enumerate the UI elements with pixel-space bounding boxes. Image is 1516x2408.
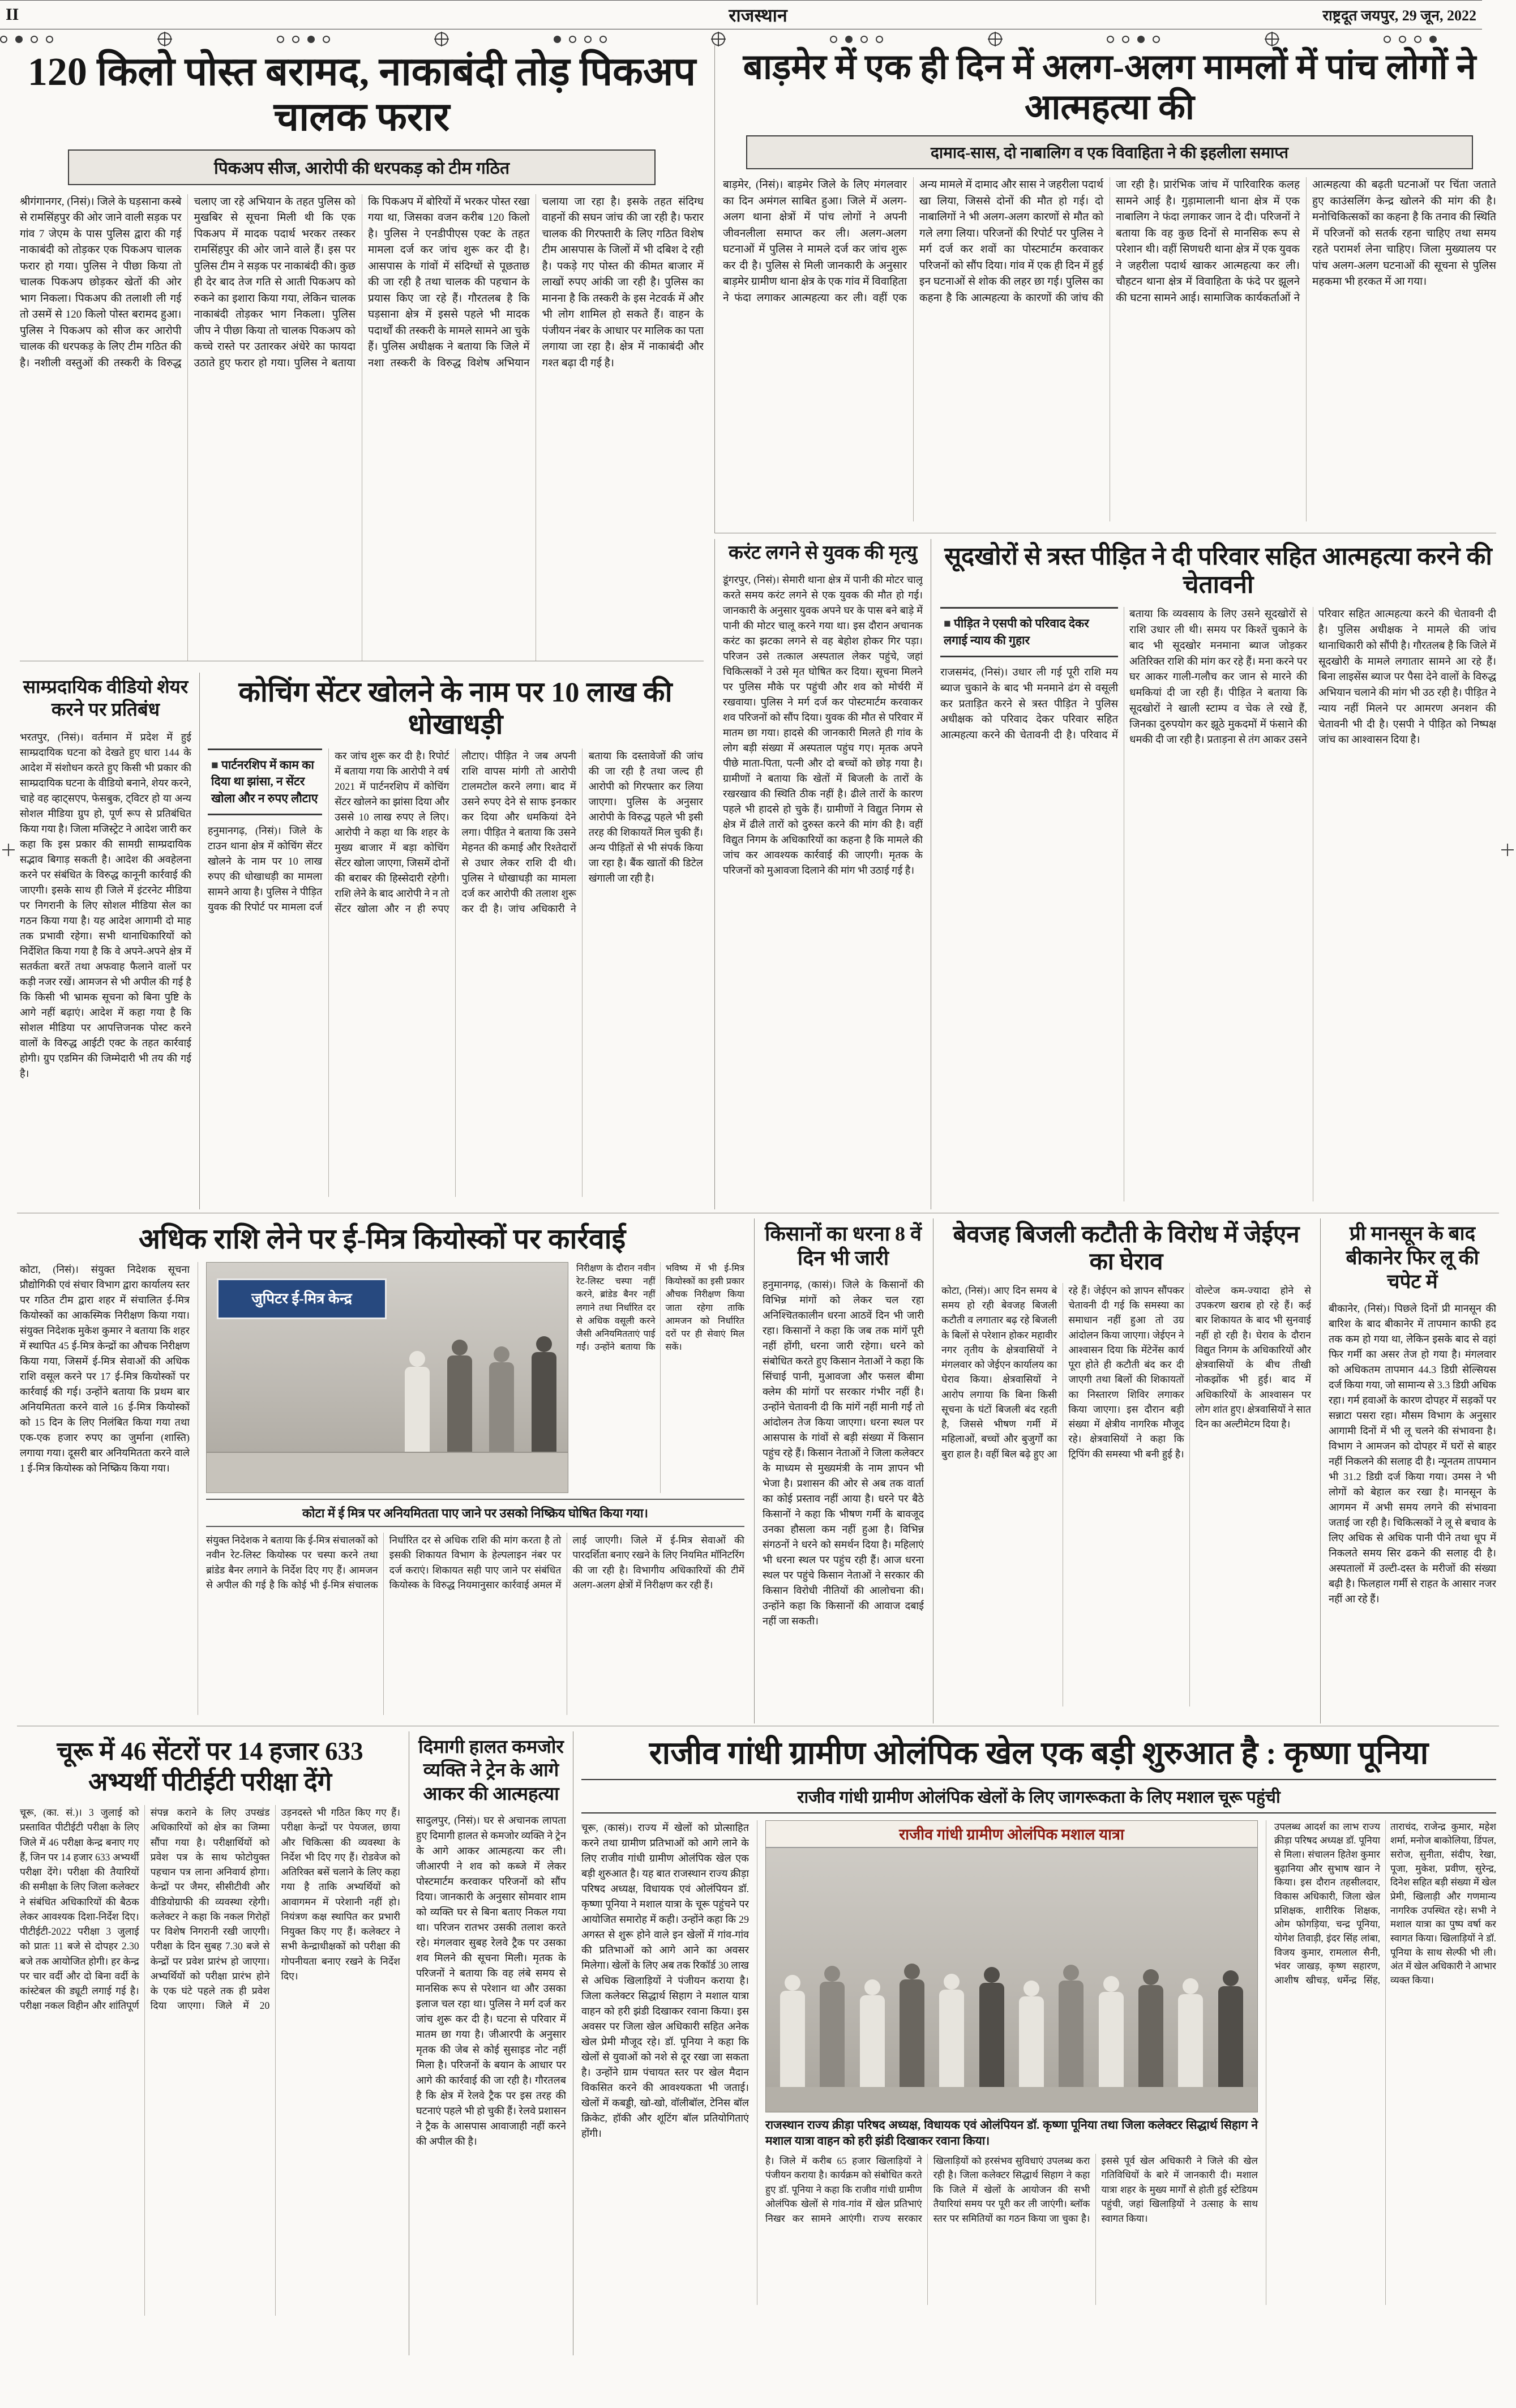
headline-rural-olympics: राजीव गांधी ग्रामीण ओलंपिक खेल एक बड़ी शुरुआत है : कृष्णा पूनिया <box>649 1736 1429 1771</box>
headline-barmer-suicides: बाड़मेर में एक ही दिन में अलग-अलग मामलों में पांच लोगों ने आत्महत्या की <box>743 48 1476 127</box>
article-body: हनुमानगढ़, (कासं)। जिले के किसानों की विभिन्न मांगों को लेकर चल रहा अनिश्चितकालीन धरना आठवें दिन भी जारी रहा। किसानों ने कहा कि जब तक मांगें पूरी नहीं होंगी, धरना जारी रहेगा। धरने को संबोधित करते हुए किसान नेताओं ने कहा कि सिंचाई पानी, मुआवजा और फसल बीमा क्लेम की मांगों पर सरकार गंभीर नहीं है। उन्होंने चेतावनी दी कि मांगें नहीं मानी गईं तो आंदोलन तेज किया जाएगा। धरना स्थल पर आसपास के गांवों से बड़ी संख्या में किसान पहुंच रहे हैं। किसान नेताओं ने जिला कलेक्टर के माध्यम से मुख्यमंत्री के नाम ज्ञापन भी भेजा है। प्रशासन की ओर से अब तक वार्ता का कोई प्रस्ताव नहीं आया है। धरने पर बैठे किसानों ने कहा कि भीषण गर्मी के बावजूद उनका हौसला कम नहीं हुआ है। विभिन्न संगठनों ने धरने को समर्थन दिया है। महिलाएं भी धरना स्थल पर पहुंच रही हैं। आज धरना स्थल पर पहुंचे किसान नेताओं ने सरकार की किसान विरोधी नीतियों की आलोचना की। उन्होंने कहा कि किसानों की आवाज दबाई नहीं जा सकती। <box>763 1279 924 1627</box>
article-text: राजसमंद, (निसं)। उधार ली गई पूरी राशि मय ब्याज चुकाने के बाद भी मनमाने ढंग से वसूली कर प्रताड़ित करने से त्रस्त पीड़ित ने पुलिस अधीक्षक को परिवाद देकर परिवार सहित आत्महत्या करने की चेतावनी दी है। परिवाद में बताया कि व्यवसाय के लिए उसने सूदखोरों से राशि उधार ली थी। समय पर किश्तें चुकाने के बाद भी सूदखोर मनमाना ब्याज जोड़कर अतिरिक्त राशि की मांग कर रहे हैं। मना करने पर घर आकर गाली-गलौच कर जान से मारने की धमकियां दी जा रही हैं। पीड़ित ने बताया कि सूदखोरों ने खाली स्टाम्प व चेक ले रखे हैं, जिनका दुरुपयोग कर झूठे मुकदमों में फंसाने की धमकी दी जा रही है। प्रताड़ना से तंग आकर उसने परिवार सहित आत्महत्या करने की चेतावनी दी है। पुलिस अधीक्षक ने मामले की जांच थानाधिकारी को सौंपी है। गौरतलब है कि जिले में सूदखोरी के मामले लगातार सामने आ रहे हैं। बिना लाइसेंस ब्याज पर पैसा देने वालों के विरुद्ध अभियान चलाने की मांग भी उठ रही है। पीड़ित ने न्याय नहीं मिलने पर आमरण अनशन की चेतावनी भी दी है। एसपी ने पीड़ित को निष्पक्ष जांच का आश्वासन दिया है। <box>940 609 1496 746</box>
article-body: बीकानेर, (निसं)। पिछले दिनों प्री मानसून की बारिश के बाद बीकानेर में तापमान काफी हद तक कम हो गया था, लेकिन इसके बाद से वहां फिर गर्मी का असर तेज हो गया है। मंगलवार को अधिकतम तापमान 44.3 डिग्री सेल्सियस दर्ज किया गया, जो सामान्य से 3.3 डिग्री अधिक रहा। गर्म हवाओं के कारण दोपहर में सड़कों पर सन्नाटा पसरा रहा। मौसम विभाग के अनुसार आगामी दिनों में भी लू चलने की संभावना है। विभाग ने आमजन को दोपहर में घरों से बाहर नहीं निकलने की सलाह दी है। न्यूनतम तापमान भी 31.2 डिग्री दर्ज किया गया। उमस ने भी लोगों को बेहाल कर रखा है। मानसून के आगमन में अभी समय लगने की संभावना जताई जा रही है। चिकित्सकों ने लू से बचाव के लिए अधिक से अधिक पानी पीने तथा धूप में निकलते समय सिर ढकने की सलाह दी है। अस्पतालों में उल्टी-दस्त के मरीजों की संख्या बढ़ी है। फिलहाल गर्मी से राहत के आसार नजर नहीं आ रहे हैं। <box>1329 1303 1496 1605</box>
article-emitra-action <box>20 1218 744 1723</box>
article-power-cut-protest <box>933 1218 1311 1723</box>
dot-group <box>554 36 607 43</box>
article-coaching-fraud <box>199 673 703 1209</box>
article-body: भरतपुर, (निसं)। वर्तमान में प्रदेश में हुई साम्प्रदायिक घटना को देखते हुए धारा 144 के आदेश में संशोधन करते हुए किसी भी प्रकार की साम्प्रदायिक घटना के वीडियो बनाने, शेयर करने, चाहे वह व्हाट्सएप, फेसबुक, ट्विटर हो या अन्य सोशल मीडिया ग्रुप हो, पूर्ण रूप से प्रतिबंधित किया गया है। जिला मजिस्ट्रेट ने आदेश जारी कर कहा कि इस प्रकार की सामग्री साम्प्रदायिक सद्भाव बिगाड़ सकती है। आदेश की अवहेलना करने पर संबंधित के विरुद्ध कानूनी कार्रवाई की जाएगी। इसके साथ ही जिले में इंटरनेट मीडिया पर निगरानी के लिए सोशल मीडिया सेल का गठन किया गया है। यह आदेश आगामी दो माह तक प्रभावी रहेगा। सभी थानाधिकारियों को निर्देशित किया गया है कि वे अपने-अपने क्षेत्र में सतर्कता बरतें तथा अफवाह फैलाने वालों पर कड़ी नजर रखें। आमजन से भी अपील की गई है कि किसी भी भ्रामक सूचना को बिना पुष्टि के आगे नहीं बढ़ाएं। आदेश में कहा गया है कि सोशल मीडिया पर आपत्तिजनक पोस्ट करने वालों के विरुद्ध आईटी एक्ट के तहत कार्रवाई होगी। ग्रुप एडमिन की जिम्मेदारी भी तय की गई है। <box>20 731 191 1079</box>
subheadline-barmer-suicides: दामाद-सास, दो नाबालिग व एक विवाहिता ने की इहलीला समाप्त <box>746 135 1473 169</box>
photo-people <box>773 1979 1251 2087</box>
person-figure <box>1099 1992 1124 2087</box>
article-body-left: चूरू, (कासं)। राज्य में खेलों को प्रोत्साहित करने तथा ग्रामीण प्रतिभाओं को आगे लाने के लिए राजीव गांधी ग्रामीण ओलंपिक खेल एक बड़ी शुरुआत है। यह बात राजस्थान राज्य क्रीड़ा परिषद अध्यक्ष, विधायक एवं ओलंपियन डॉ. कृष्णा पूनिया ने मशाल यात्रा के चूरू पहुंचने पर आयोजित समारोह में कही। उन्होंने कहा कि 29 अगस्त से शुरू होने वाले इन खेलों में गांव-गांव की प्रतिभाओं को आगे आने का अवसर मिलेगा। खेलों के लिए अब तक रिकॉर्ड 30 लाख से अधिक खिलाड़ियों ने पंजीयन कराया है। जिला कलेक्टर सिद्धार्थ सिहाग ने मशाल यात्रा वाहन को हरी झंडी दिखाकर रवाना किया। इस अवसर पर जिला खेल अधिकारी सहित अनेक खेल प्रेमी मौजूद रहे। डॉ. पूनिया ने कहा कि खेलों से युवाओं को नशे से दूर रखा जा सकता है। उन्होंने ग्राम पंचायत स्तर पर खेल मैदान विकसित करने की आवश्यकता भी जताई। खेलों में कबड्डी, खो-खो, वॉलीबॉल, टेनिस बॉल क्रिकेट, हॉकी और शूटिंग बॉल प्रतियोगिताएं होंगी। <box>581 1821 749 2139</box>
article-electrocution <box>714 539 923 1209</box>
article-video-ban <box>20 673 191 1209</box>
article-body-left: कोटा, (निसं)। संयुक्त निदेशक सूचना प्रौद्योगिकी एवं संचार विभाग द्वारा कार्यालय स्तर पर गठित टीम द्वारा शहर में संचालित ई-मित्र कियोस्कों का आकस्मिक निरीक्षण किया गया। संयुक्त निदेशक मुकेश कुमार ने बताया कि शहर में स्थापित 45 ई-मित्र केन्द्रों का औचक निरीक्षण किया गया, जिसमें ई-मित्र सेवाओं की अधिक राशि वसूल करने पर 17 ई-मित्र कियोस्कों पर कार्रवाई की गई। उन्होंने बताया कि प्रथम बार अनियमितता करने वाले 16 ई-मित्र कियोस्कों को 15 दिन के लिए निलंबित किया गया तथा एक-एक हजार रुपए का जुर्माना (शास्ति) लगाया गया। दूसरी बार अनियमितता करने वाले 1 ई-मित्र कियोस्क को निष्क्रिय किया गया। <box>20 1264 190 1474</box>
photo-ground <box>766 2087 1257 2112</box>
headline-train-suicide: दिमागी हालत कमजोर व्यक्ति ने ट्रेन के आगे आकर की आत्महत्या <box>418 1737 564 1804</box>
article-body <box>208 749 703 1197</box>
article-body: डूंगरपुर, (निसं)। सेमारी थाना क्षेत्र में पानी की मोटर चालू करते समय करंट लगने से एक युवक की मौत हो गई। जानकारी के अनुसार युवक अपने घर के पास बने बाड़े में पानी की मोटर चालू करने गया था। इस दौरान अचानक करंट का झटका लगने से वह बेहोश होकर गिर पड़ा। परिजन उसे तत्काल अस्पताल लेकर पहुंचे, जहां चिकित्सकों ने उसे मृत घोषित कर दिया। सूचना मिलने पर पुलिस मौके पर पहुंची और शव को मोर्चरी में रखवाया। पुलिस ने मर्ग दर्ज कर पोस्टमार्टम करवाकर शव परिजनों को सौंप दिया। युवक की मौत से परिवार में मातम छा गया। हादसे की जानकारी मिलते ही गांव के लोग बड़ी संख्या में अस्पताल पहुंच गए। मृतक अपने पीछे माता-पिता, पत्नी और दो बच्चों को छोड़ गया है। ग्रामीणों ने बताया कि खेतों में बिजली के तारों के रखरखाव की स्थिति ठीक नहीं है। ढीले तारों के कारण पहले भी हादसे हो चुके हैं। ग्रामीणों ने विद्युत निगम से क्षेत्र में ढीले तारों को दुरुस्त करने की मांग की है। वहीं विद्युत निगम के अधिकारियों का कहना है कि मामले की जांच कर आवश्यक कार्रवाई की जाएगी। मृतक के परिजनों को मुआवजा दिलाने की मांग भी उठाई गई है। <box>723 574 923 876</box>
article-opium-seizure <box>20 45 704 661</box>
registration-target <box>435 32 448 46</box>
emitra-photo-caption: कोटा में ई मित्र पर अनियमितता पाए जाने पर उसको निष्क्रिय घोषित किया गया। <box>206 1499 744 1527</box>
dot-group <box>830 36 883 43</box>
dot-group <box>1384 36 1437 43</box>
article-body: बाड़मेर, (निसं)। बाड़मेर जिले के लिए मंगलवार का दिन अमंगल साबित हुआ। जिले में अलग-अलग थाना क्षेत्रों में पांच लोगों ने अपनी जीवनलीला समाप्त कर ली। अलग-अलग घटनाओं में पुलिस ने मामले दर्ज कर जांच शुरू कर दी है। पुलिस से मिली जानकारी के अनुसार बाड़मेर ग्रामीण थाना क्षेत्र के एक गांव में विवाहिता ने फंदा लगाकर आत्महत्या कर ली। वहीं एक अन्य मामले में दामाद और सास ने जहरीला पदार्थ खा लिया, जिससे दोनों की मौत हो गई। दो नाबालिगों ने भी अलग-अलग कारणों से मौत को गले लगा लिया। परिजनों की रिपोर्ट पर पुलिस ने मर्ग दर्ज कर शवों का पोस्टमार्टम करवाकर परिजनों को सौंप दिया। गांव में एक ही दिन में हुई इन घटनाओं से शोक की लहर छा गई। पुलिस का कहना है कि आत्महत्या के कारणों की जांच की जा रही है। प्रारंभिक जांच में पारिवारिक कलह सामने आई है। गुड़ामालानी थाना क्षेत्र में एक नाबालिग ने फंदा लगाकर जान दे दी। परिजनों ने बताया कि वह कुछ दिनों से मानसिक रूप से परेशान थी। वहीं सिणधरी थाना क्षेत्र में एक युवक ने जहरीला पदार्थ खाकर आत्महत्या कर ली। चौहटन थाना क्षेत्र में विवाहिता के फंदे पर झूलने की घटना सामने आई। सामाजिक कार्यकर्ताओं ने आत्महत्या की बढ़ती घटनाओं पर चिंता जताते हुए काउंसलिंग केन्द्र खोलने की मांग की है। मनोचिकित्सकों का कहना है कि तनाव की स्थिति में परिजनों को सतर्क रहना चाहिए तथा समय रहते परामर्श लेना चाहिए। जिला मुख्यालय पर पांच अलग-अलग घटनाओं की सूचना से पुलिस महकमा भी हरकत में आ गया। <box>723 179 1496 304</box>
subheadline-rural-olympics: राजीव गांधी ग्रामीण ओलंपिक खेलों के लिए जागरूकता के लिए मशाल चूरू पहुंची <box>581 1779 1496 1814</box>
article-body <box>940 607 1496 1201</box>
article-train-suicide <box>409 1731 566 2355</box>
article-text: हनुमानगढ़, (निसं)। जिले के टाउन थाना क्षेत्र में कोचिंग सेंटर खोलने के नाम पर 10 लाख रुपए की धोखाधड़ी का मामला सामने आया है। पुलिस ने पीड़ित युवक की रिपोर्ट पर मामला दर्ज कर जांच शुरू कर दी है। रिपोर्ट में बताया गया कि आरोपी ने वर्ष 2021 में पार्टनरशिप में कोचिंग सेंटर खोलने का झांसा दिया और उससे 10 लाख रुपए ले लिए। आरोपी ने कहा था कि शहर के मुख्य बाजार में बड़ा कोचिंग सेंटर खोला जाएगा, जिसमें दोनों की बराबर की हिस्सेदारी रहेगी। राशि लेने के बाद आरोपी ने न तो सेंटर खोला और न ही रुपए लौटाए। पीड़ित ने जब अपनी राशि वापस मांगी तो आरोपी टालमटोल करने लगा। बाद में उसने रुपए देने से साफ इनकार कर दिया और धमकियां देने लगा। पीड़ित ने बताया कि उसने मेहनत की कमाई और रिश्तेदारों से उधार लेकर राशि दी थी। पुलिस ने धोखाधड़ी का मामला दर्ज कर आरोपी की तलाश शुरू कर दी है। जांच अधिकारी ने बताया कि दस्तावेजों की जांच की जा रही है तथा जल्द ही आरोपी को गिरफ्तार कर लिया जाएगा। पुलिस के अनुसार आरोपी के विरुद्ध पहले भी इसी तरह की शिकायतें मिल चुकी हैं। अन्य पीड़ितों से भी संपर्क किया जा रहा है। बैंक खातों की डिटेल खंगाली जा रही है। <box>208 750 703 914</box>
article-body: कोटा, (निसं)। आए दिन समय बे समय हो रही बेवजह बिजली कटौती व लगातार बढ़ रहे बिजली के बिलों से परेशान होकर महावीर नगर तृतीय के क्षेत्रवासियों ने मंगलवार को जेईएन कार्यालय का घेराव किया। क्षेत्रवासियों ने आरोप लगाया कि बिना किसी सूचना के घंटों बिजली बंद रहती है, जिससे भीषण गर्मी में महिलाओं, बच्चों और बुजुर्गों का बुरा हाल है। वहीं बिल बढ़े हुए आ रहे हैं। जेईएन को ज्ञापन सौंपकर चेतावनी दी गई कि समस्या का समाधान नहीं हुआ तो उग्र आंदोलन किया जाएगा। जेईएन ने आश्वासन दिया कि मेंटेनेंस कार्य पूरा होते ही कटौती बंद कर दी जाएगी तथा बिलों की शिकायतों का निस्तारण शिविर लगाकर किया जाएगा। इस दौरान बड़ी संख्या में क्षेत्रीय नागरिक मौजूद रहे। क्षेत्रवासियों ने कहा कि ट्रिपिंग की समस्या भी बनी हुई है। वोल्टेज कम-ज्यादा होने से उपकरण खराब हो रहे हैं। कई बार शिकायत के बाद भी सुनवाई नहीं हो रही है। घेराव के दौरान विद्युत निगम के अधिकारियों और क्षेत्रवासियों के बीच तीखी नोकझोंक भी हुई। बाद में अधिकारियों के आश्वासन पर लोग शांत हुए। क्षेत्रवासियों ने सात दिन का अल्टीमेटम दिया है। <box>941 1284 1311 1460</box>
person-figure <box>1059 1981 1084 2087</box>
article-body-bottom: है। जिले में करीब 65 हजार खिलाड़ियों ने पंजीयन कराया है। कार्यक्रम को संबोधित करते हुए डॉ. पूनिया ने कहा कि राजीव गांधी ग्रामीण ओलंपिक खेलों से गांव-गांव में खेल प्रतिभाएं निखर कर सामने आएंगी। राज्य सरकार खिलाड़ियों को हरसंभव सुविधाएं उपलब्ध करा रही है। जिला कलेक्टर सिद्धार्थ सिहाग ने कहा कि जिले में खेलों के आयोजन की सभी तैयारियां समय पर पूरी कर ली जाएंगी। ब्लॉक स्तर पर समितियों का गठन किया जा चुका है। इससे पूर्व खेल अधिकारी ने जिले की खेल गतिविधियों के बारे में जानकारी दी। मशाल यात्रा शहर के मुख्य मार्गों से होती हुई स्टेडियम पहुंची, जहां खिलाड़ियों ने उत्साह के साथ स्वागत किया। <box>765 2155 1258 2224</box>
torch-rally-banner: राजीव गांधी ग्रामीण ओलंपिक मशाल यात्रा <box>766 1821 1257 1848</box>
headline-bikaner-heatwave: प्री मानसून के बाद बीकानेर फिर लू की चपेट में <box>1346 1222 1479 1293</box>
torch-rally-photo <box>765 1820 1258 2112</box>
emitra-kiosk-photo <box>206 1262 568 1493</box>
article-body-beside-photo: निरीक्षण के दौरान नवीन रेट-लिस्ट चस्पा नहीं करने, ब्रांडेड बैनर नहीं लगाने तथा निर्धारित दर से अधिक वसूली करने जैसी अनियमितताएं पाई गईं। उन्होंने बताया कि भविष्य में भी ई-मित्र कियोस्कों का इसी प्रकार औचक निरीक्षण किया जाता रहेगा ताकि आमजन को निर्धारित दरों पर ही सेवाएं मिल सकें। <box>576 1264 744 1353</box>
kiosk-counter <box>207 1452 568 1492</box>
person-figure <box>780 1991 805 2087</box>
person-figure <box>860 1995 885 2087</box>
article-moneylender-threat <box>931 539 1496 1209</box>
dot-group <box>1107 36 1160 43</box>
pullquote-partnership-fraud: ■ पार्टनरशिप में काम का दिया था झांसा, न सेंटर खोला और न रुपए लौटाए <box>208 749 322 815</box>
masthead-edition-date: राष्ट्रदूत जयपुर, 29 जून, 2022 <box>1322 7 1476 24</box>
person-figure <box>820 1982 845 2087</box>
headline-electrocution: करंट लगने से युवक की मृत्यु <box>728 542 918 563</box>
person-figure <box>489 1362 514 1452</box>
headline-coaching-fraud: कोचिंग सेंटर खोलने के नाम पर 10 लाख की धोखाधड़ी <box>238 676 673 740</box>
article-body: श्रीगंगानगर, (निसं)। जिले के घड़साना कस्बे से रामसिंहपुर की ओर जाने वाली सड़क पर गांव 7 जेएम के पास पुलिस द्वारा की गई नाकाबंदी को तोड़कर एक पिकअप चालक फरार हो गया। पुलिस ने पीछा किया तो चालक पिकअप छोड़कर खेतों की ओर भाग निकला। पिकअप की तलाशी ली गई तो उसमें से 120 किलो पोस्त बरामद हुआ। पुलिस ने पिकअप को सीज कर आरोपी चालक की धरपकड़ के लिए टीम गठित की है। नशीली वस्तुओं की तस्करी के विरुद्ध चलाए जा रहे अभियान के तहत पुलिस को मुखबिर से सूचना मिली थी कि एक पिकअप में मादक पदार्थ भरकर तस्कर रामसिंहपुर की ओर जाने वाले हैं। इस पर पुलिस टीम ने सड़क पर नाकाबंदी की। कुछ ही देर बाद तेज गति से आती पिकअप को रुकने का इशारा किया गया, लेकिन चालक नाकाबंदी तोड़कर भाग निकला। पुलिस जीप ने पीछा किया तो चालक पिकअप को कच्चे रास्ते पर उतारकर अंधेरे का फायदा उठाते हुए फरार हो गया। पुलिस ने बताया कि पिकअप में बोरियों में भरकर पोस्त रखा गया था, जिसका वजन करीब 120 किलो है। पुलिस ने एनडीपीएस एक्ट के तहत मामला दर्ज कर जांच शुरू कर दी है। आसपास के गांवों में संदिग्धों से पूछताछ की जा रही है तथा चालक की पहचान के प्रयास किए जा रहे हैं। गौरतलब है कि घड़साना क्षेत्र में इससे पहले भी मादक पदार्थों की तस्करी के मामले सामने आ चुके हैं। पुलिस अधीक्षक ने बताया कि जिले में नशा तस्करी के विरुद्ध विशेष अभियान चलाया जा रहा है। इसके तहत संदिग्ध वाहनों की सघन जांच की जा रही है। फरार चालक की गिरफ्तारी के लिए गठित विशेष टीम आसपास के जिलों में भी दबिश दे रही है। पकड़े गए पोस्त की कीमत बाजार में लाखों रुपए आंकी जा रही है। पुलिस का मानना है कि तस्करी के इस नेटवर्क में और भी लोग शामिल हो सकते हैं। वाहन के पंजीयन नंबर के आधार पर मालिक का पता लगाया जा रहा है। क्षेत्र में नाकाबंदी और गश्त बढ़ा दी गई है। <box>20 195 704 369</box>
photo-people <box>405 1352 556 1452</box>
article-rural-olympics <box>573 1731 1496 2355</box>
article-ptet-exam <box>20 1731 400 2355</box>
registration-target <box>158 32 172 46</box>
person-figure <box>1178 1994 1203 2087</box>
article-body-bottom: संयुक्त निदेशक ने बताया कि ई-मित्र संचालकों को नवीन रेट-लिस्ट कियोस्क पर चस्पा करने तथा ब्रांडेड बैनर लगाने के निर्देश दिए गए हैं। आमजन से अपील की गई है कि कोई भी ई-मित्र संचालक निर्धारित दर से अधिक राशि की मांग करता है तो इसकी शिकायत विभाग के हेल्पलाइन नंबर पर दर्ज कराएं। शिकायत सही पाए जाने पर संबंधित कियोस्क के विरुद्ध नियमानुसार कार्रवाई अमल में लाई जाएगी। जिले में ई-मित्र सेवाओं की पारदर्शिता बनाए रखने के लिए नियमित मॉनिटरिंग की जा रही है। विभागीय अधिकारियों की टीमें अलग-अलग क्षेत्रों में निरीक्षण कर रही हैं। <box>206 1534 744 1590</box>
person-figure <box>405 1367 430 1452</box>
headline-video-ban: साम्प्रदायिक वीडियो शेयर करने पर प्रतिबंध <box>23 677 189 721</box>
headline-power-cut-protest: बेवजह बिजली कटौती के विरोध में जेईएन का घेराव <box>953 1222 1300 1275</box>
article-body: चूरू, (का. सं.)। 3 जुलाई को प्रस्तावित पीटीईटी परीक्षा के लिए जिले में 46 परीक्षा केन्द्र बनाए गए हैं, जिन पर 14 हजार 633 अभ्यर्थी परीक्षा देंगे। परीक्षा की तैयारियों की समीक्षा के लिए जिला कलेक्टर ने संबंधित अधिकारियों की बैठक लेकर आवश्यक दिशा-निर्देश दिए। पीटीईटी-2022 परीक्षा 3 जुलाई को प्रातः 11 बजे से दोपहर 2.30 बजे तक आयोजित होगी। हर केन्द्र पर चार वर्दी और दो बिना वर्दी के कांस्टेबल की ड्यूटी लगाई गई है। परीक्षा नकल विहीन और शांतिपूर्ण संपन्न कराने के लिए उपखंड अधिकारियों को क्षेत्र का जिम्मा सौंपा गया है। परीक्षार्थियों को प्रवेश पत्र के साथ फोटोयुक्त पहचान पत्र लाना अनिवार्य होगा। केन्द्रों पर जैमर, सीसीटीवी और वीडियोग्राफी की व्यवस्था रहेगी। कलेक्टर ने कहा कि नकल गिरोहों पर विशेष निगरानी रखी जाएगी। परीक्षा के दिन सुबह 7.30 बजे से केन्द्रों पर प्रवेश प्रारंभ हो जाएगा। अभ्यर्थियों को परीक्षा प्रारंभ होने के एक घंटे पहले तक ही प्रवेश दिया जाएगा। जिले में 20 उड़नदस्ते भी गठित किए गए हैं। परीक्षा केन्द्रों पर पेयजल, छाया और चिकित्सा की व्यवस्था के निर्देश भी दिए गए हैं। रोडवेज को अतिरिक्त बसें चलाने के लिए कहा गया है ताकि अभ्यर्थियों को आवागमन में परेशानी नहीं हो। नियंत्रण कक्ष स्थापित कर प्रभारी नियुक्त किए गए हैं। कलेक्टर ने सभी केन्द्राधीक्षकों को परीक्षा की गोपनीयता बनाए रखने के निर्देश दिए। <box>20 1807 400 2012</box>
masthead <box>0 0 1482 29</box>
crop-mark-right <box>1501 844 1514 856</box>
headline-opium-seizure: 120 किलो पोस्त बरामद, नाकाबंदी तोड़ पिकअप चालक फरार <box>27 50 696 139</box>
headline-farmer-protest: किसानों का धरना 8 वें दिन भी जारी <box>764 1222 922 1270</box>
person-figure <box>1138 1985 1163 2087</box>
person-figure <box>939 1990 964 2087</box>
dot-group <box>0 36 53 43</box>
person-figure <box>447 1355 472 1452</box>
person-figure <box>979 1983 1004 2087</box>
article-barmer-suicides <box>714 45 1496 533</box>
person-figure <box>900 1979 924 2087</box>
person-figure <box>1218 1986 1243 2087</box>
person-figure <box>532 1352 556 1452</box>
pullquote-sp-complaint: ■ पीड़ित ने एसपी को परिवाद देकर लगाई न्याय की गुहार <box>940 607 1118 657</box>
article-farmer-protest <box>754 1218 924 1723</box>
article-body: सादुलपुर, (निसं)। घर से अचानक लापता हुए दिमागी हालत से कमजोर व्यक्ति ने ट्रेन के आगे आकर आत्महत्या कर ली। जीआरपी ने शव को कब्जे में लेकर पोस्टमार्टम करवाकर परिजनों को सौंप दिया। जानकारी के अनुसार सोमवार शाम को व्यक्ति घर से बिना बताए निकल गया था। परिजन रातभर उसकी तलाश करते रहे। मंगलवार सुबह रेलवे ट्रैक पर उसका शव मिलने की सूचना मिली। मृतक के परिजनों ने बताया कि वह लंबे समय से मानसिक रूप से परेशान था और उसका इलाज चल रहा था। पुलिस ने मर्ग दर्ज कर जांच शुरू कर दी है। घटना से परिवार में मातम छा गया है। जीआरपी के अनुसार मृतक की जेब से कोई सुसाइड नोट नहीं मिला है। परिजनों के बयान के आधार पर आगे की कार्रवाई की जा रही है। गौरतलब है कि क्षेत्र में रेलवे ट्रैक पर इस तरह की घटनाएं पहले भी हो चुकी हैं। रेलवे प्रशासन ने ट्रैक के आसपास आवाजाही नहीं करने की अपील की है। <box>416 1814 566 2147</box>
dot-group <box>277 36 330 43</box>
headline-emitra-action: अधिक राशि लेने पर ई-मित्र कियोस्कों पर कार्रवाई <box>138 1223 626 1255</box>
crop-mark-left <box>2 844 15 856</box>
headline-ptet-exam: चूरू में 46 सेंटरों पर 14 हजार 633 अभ्यर्थी पीटीईटी परीक्षा देंगे <box>57 1737 363 1796</box>
registration-target <box>712 32 725 46</box>
registration-target <box>988 32 1002 46</box>
article-bikaner-heatwave <box>1320 1218 1496 1723</box>
headline-moneylender-threat: सूदखोरों से त्रस्त पीड़ित ने दी परिवार सहित आत्महत्या करने की चेतावनी <box>944 542 1492 599</box>
person-figure <box>1019 1996 1044 2087</box>
registration-target <box>1265 32 1279 46</box>
section-title: राजस्थान <box>729 5 787 25</box>
page-number: II <box>6 5 19 24</box>
torch-rally-caption: राजस्थान राज्य क्रीड़ा परिषद अध्यक्ष, विधायक एवं ओलंपियन डॉ. कृष्णा पूनिया तथा जिला कलेक्टर सिद्धार्थ सिहाग ने मशाल यात्रा वाहन को हरी झंडी दिखाकर रवाना किया। <box>765 2118 1258 2148</box>
subheadline-opium-seizure: पिकअप सीज, आरोपी की धरपकड़ को टीम गठित <box>68 149 656 185</box>
emitra-signboard: जुपिटर ई-मित्र केन्द्र <box>217 1278 387 1319</box>
article-body-right: उपलब्ध आदर्श का लाभ राज्य क्रीड़ा परिषद अध्यक्ष डॉ. पूनिया से मिला। संचालन हितेश कुमार बुढ़ानिया और सुभाष खान ने किया। इस दौरान तहसीलदार, विकास अधिकारी, जिला खेल प्रशिक्षक, शारीरिक शिक्षक, ओम फोगड़िया, चन्द्र पूनिया, योगेश तिवाड़ी, इंदर सिंह लांबा, विजय कुमार, रामलाल सैनी, भंवर जाखड़, कृष्ण सहारण, आशीष खीचड़, धर्मेन्द्र सिंह, ताराचंद, राजेन्द्र कुमार, महेश शर्मा, मनोज बाकोलिया, डिंपल, सरोज, सुनीता, संदीप, रेखा, पूजा, मुकेश, प्रवीण, सुरेन्द्र, दिनेश सहित बड़ी संख्या में खेल प्रेमी, खिलाड़ी और गणमान्य नागरिक उपस्थित रहे। सभी ने मशाल यात्रा का पुष्प वर्षा कर स्वागत किया। खिलाड़ियों ने डॉ. पूनिया के साथ सेल्फी भी ली। अंत में खेल अधिकारी ने आभार व्यक्त किया। <box>1274 1821 1496 1986</box>
